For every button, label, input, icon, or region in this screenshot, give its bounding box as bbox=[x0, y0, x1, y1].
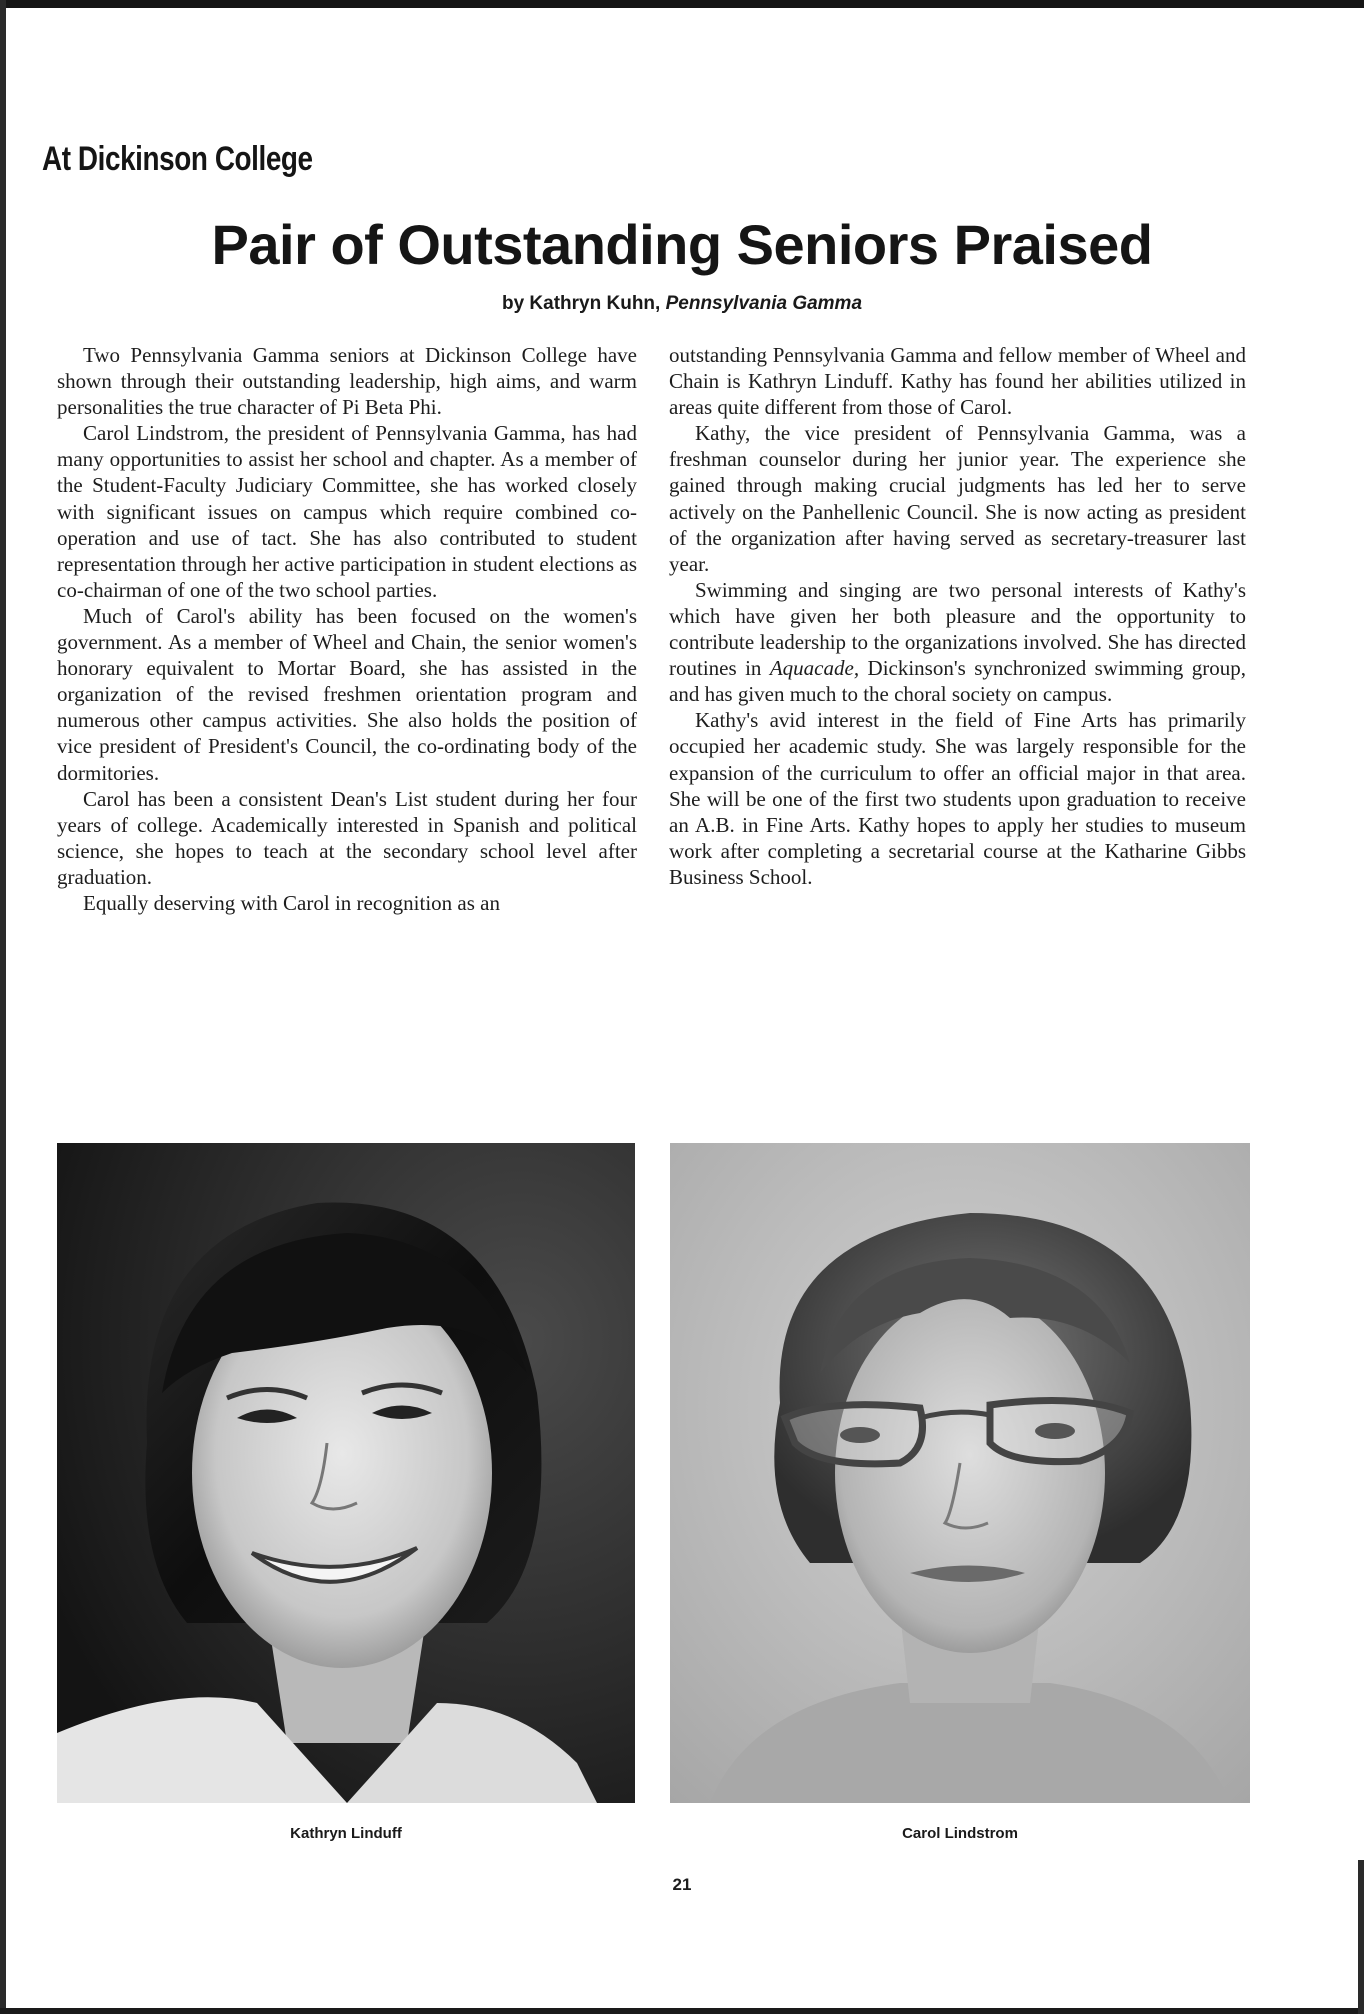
section-label: At Dickinson College bbox=[42, 140, 313, 178]
paragraph-continued: outstanding Pennsylvania Gamma and fellow member of Wheel and Chain is Kathryn Linduff. Kathy has found her abilities utilized in areas quite different from those of Carol. bbox=[669, 343, 1246, 420]
paragraph: Two Pennsylvania Gamma seniors at Dickinson College have shown through their outstanding leadership, high aims, and warm personalities the true character of Pi Beta Phi. bbox=[57, 343, 637, 420]
page-edge-top bbox=[0, 0, 1364, 8]
page-number: 21 bbox=[672, 1875, 692, 1894]
portrait-kathryn-linduff bbox=[57, 1143, 635, 1803]
aquacade-title: Aquacade, bbox=[769, 656, 860, 681]
article-column-left bbox=[57, 342, 637, 916]
photo-caption-right: Carol Lindstrom bbox=[902, 1825, 1018, 1842]
article-column-right bbox=[669, 342, 1246, 890]
paragraph: Equally deserving with Carol in recognition as an bbox=[83, 890, 500, 915]
paragraph: Carol has been a consistent Dean's List student during her four years of college. Academically interested in Spanish and political science, she hopes to teach at the secondary school level after graduation. bbox=[57, 786, 637, 889]
paragraph-text: Swimming and singing are two personal interests of Kathy's which have given her both pleasure and the opportunity to contribute leadership to the organizations involved. She has directed routines in bbox=[669, 577, 1246, 681]
byline-chapter: Pennsylvania Gamma bbox=[665, 293, 863, 314]
article-byline bbox=[0, 293, 1364, 315]
portrait-carol-lindstrom bbox=[670, 1143, 1250, 1803]
paragraph: Kathy's avid interest in the field of Fine Arts has primarily occupied her academic study. She was largely responsible for the expansion of the curriculum to offer an official major in that area. She will be one of the first two students upon graduation to receive an A.B. in Fine Arts. Kathy hopes to apply her studies to museum work after completing a secretarial course at the Katharine Gibbs Business School. bbox=[669, 708, 1246, 889]
paragraph: Kathy, the vice president of Pennsylvania Gamma, was a freshman counselor during her junior year. The experience she gained through making crucial judgments has led her to serve actively on the Panhellenic Council. She is now acting as president of the organization after having served as secretary-treasurer last year. bbox=[669, 421, 1246, 576]
paragraph-text: Dickinson's synchronized swimming group, and has given much to the choral society on campus. bbox=[669, 656, 1246, 707]
photo-caption-left: Kathryn Linduff bbox=[290, 1825, 402, 1842]
paragraph: Carol Lindstrom, the president of Pennsylvania Gamma, has had many opportunities to assist her school and chapter. As a member of the Student-Faculty Judiciary Committee, she has worked closely with significant issues on campus which require combined co-operation and use of tact. She has also contributed to student representation through her active participation in student elections as co-chairman of one of the two school parties. bbox=[57, 421, 637, 602]
paragraph: Much of Carol's ability has been focused on the women's government. As a member of Wheel and Chain, the senior women's honorary equivalent to Mortar Board, she has assisted in the organization of the revised freshmen orientation program and numerous other campus activities. She also holds the position of vice president of President's Council, the co-ordinating body of the dormitories. bbox=[57, 603, 637, 785]
paragraph bbox=[669, 577, 1246, 707]
article-headline: Pair of Outstanding Seniors Praised bbox=[211, 213, 1153, 276]
page-edge-bottom bbox=[0, 2008, 1364, 2014]
byline-author: by Kathryn Kuhn, bbox=[501, 293, 666, 314]
